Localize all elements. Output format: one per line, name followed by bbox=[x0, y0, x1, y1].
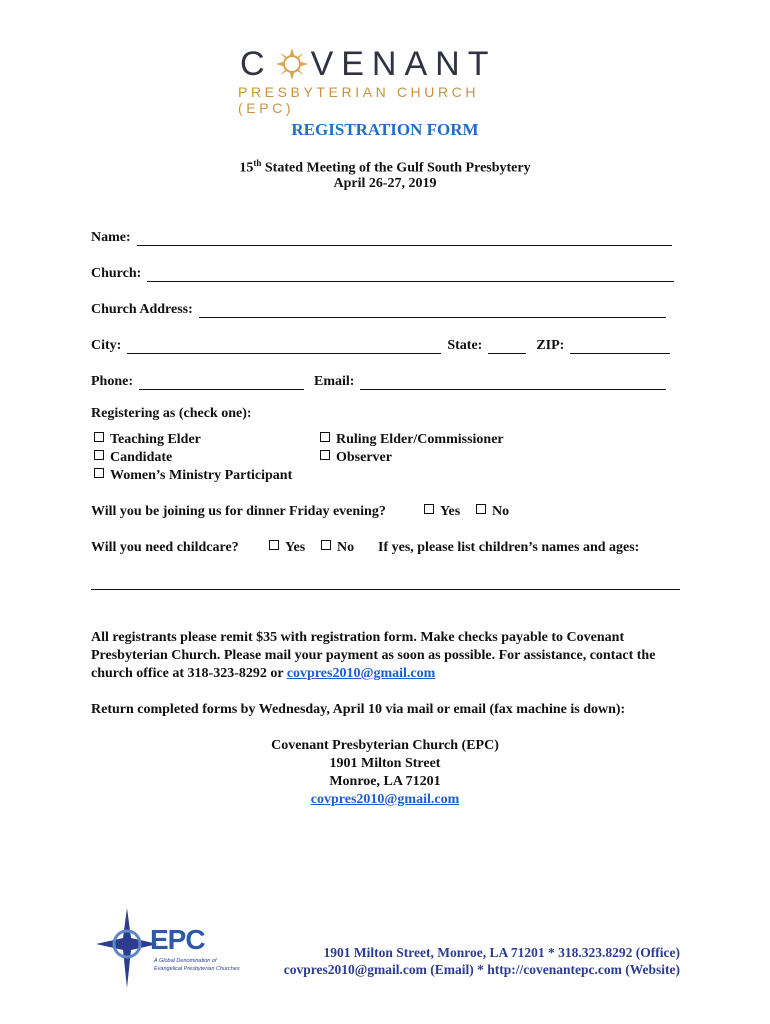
epc-tagline-1: A Global Denomination of bbox=[154, 958, 217, 964]
option-label: Ruling Elder/Commissioner bbox=[336, 432, 504, 447]
city-input-line[interactable] bbox=[127, 339, 441, 354]
church-address-label: Church Address: bbox=[91, 302, 193, 317]
dinner-yes-label: Yes bbox=[440, 504, 461, 519]
city-state-zip-row bbox=[91, 336, 670, 354]
epc-tagline-2: Evangelical Presbyterian Churches bbox=[154, 966, 240, 972]
checkbox-icon[interactable] bbox=[476, 504, 486, 514]
dinner-yes-option[interactable] bbox=[424, 504, 460, 520]
zip-label: ZIP: bbox=[536, 338, 565, 353]
checkbox-icon[interactable] bbox=[424, 504, 434, 514]
dinner-question: Will you be joining us for dinner Friday evening? bbox=[91, 504, 386, 519]
checkbox-icon[interactable] bbox=[94, 468, 104, 478]
email-label: Email: bbox=[314, 374, 355, 389]
address-line-3: Monroe, LA 71201 bbox=[329, 774, 441, 789]
option-label: Teaching Elder bbox=[110, 432, 201, 447]
option-ruling-elder[interactable] bbox=[320, 432, 504, 448]
children-names-input-line[interactable] bbox=[91, 589, 680, 590]
state-label: State: bbox=[447, 338, 483, 353]
epc-logo-text: EPC bbox=[150, 924, 205, 955]
checkbox-icon[interactable] bbox=[320, 450, 330, 460]
childcare-no-option[interactable] bbox=[321, 540, 354, 556]
form-title: REGISTRATION FORM bbox=[291, 120, 479, 139]
option-observer[interactable] bbox=[320, 450, 392, 466]
option-label: Candidate bbox=[110, 450, 173, 465]
payment-paragraph bbox=[91, 629, 691, 683]
dinner-no-option[interactable] bbox=[476, 504, 509, 520]
address-email-link[interactable]: covpres2010@gmail.com bbox=[310, 792, 460, 807]
church-address-row bbox=[91, 300, 666, 318]
childcare-follow-up: If yes, please list children’s names and ages: bbox=[378, 540, 640, 555]
logo-letter-c: C bbox=[240, 44, 273, 83]
church-input-line[interactable] bbox=[147, 267, 674, 282]
address-email-row bbox=[0, 791, 770, 809]
epc-logo bbox=[96, 908, 256, 988]
name-row bbox=[91, 228, 672, 246]
zip-input-line[interactable] bbox=[570, 339, 670, 354]
phone-input-line[interactable] bbox=[139, 375, 304, 390]
registering-prompt: Registering as (check one): bbox=[91, 406, 252, 421]
childcare-yes-option[interactable] bbox=[269, 540, 305, 556]
name-label: Name: bbox=[91, 230, 131, 245]
email-input-line[interactable] bbox=[360, 375, 666, 390]
footer-address-line: 1901 Milton Street, Monroe, LA 71201 * 318.323.8292 (Office) bbox=[323, 945, 680, 960]
dinner-no-label: No bbox=[492, 504, 510, 519]
meeting-dates: April 26-27, 2019 bbox=[333, 176, 437, 191]
meeting-ordinal-suffix: th bbox=[253, 158, 262, 168]
return-note: Return completed forms by Wednesday, April 10 via mail or email (fax machine is down): bbox=[91, 702, 626, 717]
church-address-input-line[interactable] bbox=[199, 303, 666, 318]
option-label: Observer bbox=[336, 450, 392, 465]
meeting-line bbox=[0, 158, 770, 177]
childcare-yes-label: Yes bbox=[285, 540, 306, 555]
checkbox-icon[interactable] bbox=[321, 540, 331, 550]
name-input-line[interactable] bbox=[137, 231, 672, 246]
phone-email-row bbox=[91, 372, 666, 390]
address-line-1: Covenant Presbyterian Church (EPC) bbox=[271, 738, 499, 753]
city-label: City: bbox=[91, 338, 122, 353]
footer-contact-line: covpres2010@gmail.com (Email) * http://covenantepc.com (Website) bbox=[283, 962, 680, 977]
address-line-2: 1901 Milton Street bbox=[329, 756, 441, 771]
cross-compass-icon bbox=[96, 908, 158, 988]
option-womens-ministry[interactable] bbox=[94, 468, 292, 484]
option-teaching-elder[interactable] bbox=[94, 432, 201, 448]
childcare-question: Will you need childcare? bbox=[91, 540, 239, 555]
option-label: Women’s Ministry Participant bbox=[110, 468, 293, 483]
logo-subtitle: PRESBYTERIAN CHURCH (EPC) bbox=[238, 84, 480, 116]
meeting-description: Stated Meeting of the Gulf South Presbytery bbox=[261, 160, 531, 176]
meeting-ordinal: 15 bbox=[239, 160, 254, 176]
church-label: Church: bbox=[91, 266, 142, 281]
childcare-no-label: No bbox=[337, 540, 355, 555]
covenant-logo-wordmark bbox=[240, 44, 530, 84]
state-input-line[interactable] bbox=[488, 339, 526, 354]
payment-text: All registrants please remit $35 with registration form. Make checks payable to Covenant Presbyterian Church. Please mail your payment as soon as possible. For assistance, contact the church office at 318-323-8292 or bbox=[91, 630, 656, 681]
checkbox-icon[interactable] bbox=[320, 432, 330, 442]
sunburst-icon bbox=[275, 47, 309, 81]
church-row bbox=[91, 264, 674, 282]
phone-label: Phone: bbox=[91, 374, 133, 389]
checkbox-icon[interactable] bbox=[94, 432, 104, 442]
checkbox-icon[interactable] bbox=[94, 450, 104, 460]
payment-email-link[interactable]: covpres2010@gmail.com bbox=[286, 666, 436, 681]
checkbox-icon[interactable] bbox=[269, 540, 279, 550]
logo-letters-venant: VENANT bbox=[310, 44, 497, 83]
option-candidate[interactable] bbox=[94, 450, 172, 466]
